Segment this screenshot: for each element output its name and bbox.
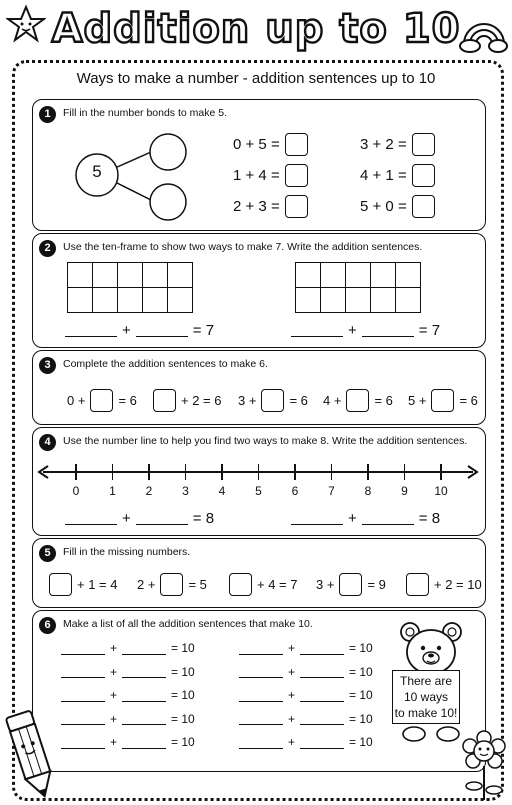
- number-line-tick: [185, 464, 187, 480]
- equals-ten: = 10: [349, 735, 373, 749]
- answer-box[interactable]: [412, 133, 435, 156]
- addition-sentence: + 2 = 10: [406, 573, 482, 596]
- answer-blank[interactable]: [65, 512, 117, 525]
- section-5: [32, 538, 486, 608]
- answer-box[interactable]: [412, 164, 435, 187]
- section-2: [32, 233, 486, 348]
- answer-blank[interactable]: [300, 689, 344, 702]
- addition-sentence: 3 + = 9: [316, 573, 386, 596]
- addition-sentence: 2 + = 5: [137, 573, 207, 596]
- number-line-label: 0: [72, 484, 80, 498]
- flower-icon: [458, 730, 510, 802]
- section-number: 1: [39, 106, 56, 123]
- section-instruction: Use the number line to help you find two ways to make 8. Write the addition sentences.: [63, 435, 468, 447]
- pencil-icon: [2, 706, 62, 802]
- plus-sign: +: [288, 641, 296, 655]
- number-line-label: 6: [291, 484, 299, 498]
- bear-feet: [400, 726, 462, 744]
- answer-box[interactable]: [285, 195, 308, 218]
- bond-sentence: 1 + 4 =: [233, 164, 308, 187]
- number-line-label: 3: [182, 484, 189, 498]
- answer-blank[interactable]: [300, 665, 344, 678]
- number-line-label: 1: [109, 484, 116, 498]
- answer-blank[interactable]: [239, 689, 283, 702]
- answer-blank[interactable]: [291, 324, 343, 337]
- plus-sign: +: [288, 735, 296, 749]
- answer-blank[interactable]: [122, 689, 166, 702]
- addition-sentence: + = 8: [291, 510, 440, 527]
- addition-sentence: [239, 665, 373, 679]
- bond-sentence: 5 + 0 =: [360, 195, 435, 218]
- plus-sign: +: [110, 664, 118, 679]
- answer-blank[interactable]: [362, 512, 414, 525]
- addition-sentence: [239, 735, 373, 749]
- answer-box[interactable]: [285, 164, 308, 187]
- answer-blank[interactable]: [136, 512, 188, 525]
- equals-ten: = 10: [171, 641, 195, 655]
- number-line-label: 4: [218, 484, 226, 498]
- addition-sentence: 4 + = 6: [323, 389, 393, 412]
- answer-box[interactable]: [339, 573, 362, 596]
- addition-sentence: 3 + = 6: [238, 389, 308, 412]
- addition-sentence: [239, 688, 373, 702]
- section-instruction: Fill in the number bonds to make 5.: [63, 107, 228, 119]
- answer-blank[interactable]: [61, 665, 105, 678]
- bear-sign: There are 10 ways to make 10!: [392, 670, 460, 724]
- page-title: Addition up to 10: [51, 6, 461, 52]
- number-line-tick: [404, 464, 406, 480]
- bond-sentence: 3 + 2 =: [360, 133, 435, 156]
- number-line-tick: [148, 464, 150, 480]
- plus-sign: +: [288, 711, 296, 726]
- section-instruction: Complete the addition sentences to make 6.: [63, 358, 268, 370]
- bond-whole-value: 5: [92, 162, 102, 181]
- number-line-label: 7: [328, 484, 335, 498]
- answer-box[interactable]: [285, 133, 308, 156]
- number-line-label: 5: [255, 484, 262, 498]
- addition-sentence: [61, 665, 195, 679]
- section-instruction: Make a list of all the addition sentences that make 10.: [63, 618, 313, 630]
- page-subtitle: Ways to make a number - addition sentences up to 10: [76, 70, 436, 87]
- addition-sentence: + = 8: [65, 510, 214, 527]
- number-line-tick: [367, 464, 369, 480]
- answer-blank[interactable]: [61, 712, 105, 725]
- answer-blank[interactable]: [122, 736, 166, 749]
- plus-sign: +: [288, 688, 296, 702]
- section-3: [32, 350, 486, 425]
- answer-blank[interactable]: [61, 689, 105, 702]
- number-line-tick: [331, 464, 333, 480]
- addition-sentence: [239, 641, 373, 655]
- arrow-left-icon: [37, 465, 49, 479]
- section-number: 2: [39, 240, 56, 257]
- equals-ten: = 10: [171, 711, 195, 726]
- section-4: [32, 427, 486, 536]
- number-line-tick: [221, 464, 223, 480]
- equals-ten: = 10: [349, 688, 373, 702]
- number-line-tick: [258, 464, 260, 480]
- section-number: 5: [39, 545, 56, 562]
- bond-sentence: 2 + 3 =: [233, 195, 308, 218]
- answer-blank[interactable]: [122, 642, 166, 655]
- answer-blank[interactable]: [122, 712, 166, 725]
- equals-ten: = 10: [171, 688, 195, 702]
- addition-sentence: + 4 = 7: [229, 573, 297, 596]
- number-line-label: 10: [434, 484, 448, 498]
- number-line-tick: [112, 464, 114, 480]
- equals-ten: = 10: [349, 641, 373, 655]
- answer-box[interactable]: [406, 573, 429, 596]
- number-line-tick: [75, 464, 77, 480]
- number-line-tick: [294, 464, 296, 480]
- plus-sign: +: [288, 664, 296, 679]
- section-1: [32, 99, 486, 231]
- ten-frame[interactable]: [295, 262, 421, 313]
- answer-blank[interactable]: [65, 324, 117, 337]
- equals-ten: = 10: [171, 664, 195, 679]
- equals-ten: = 10: [171, 735, 195, 749]
- equals-ten: = 10: [349, 711, 373, 726]
- answer-blank[interactable]: [300, 736, 344, 749]
- section-instruction: Use the ten-frame to show two ways to make 7. Write the addition sentences.: [63, 241, 423, 253]
- addition-sentence: 0 + = 6: [67, 389, 137, 412]
- answer-blank[interactable]: [239, 736, 283, 749]
- answer-box[interactable]: [90, 389, 113, 412]
- addition-sentence: [61, 712, 195, 726]
- addition-sentence: [239, 712, 373, 726]
- addition-sentence: + = 7: [65, 322, 214, 339]
- section-number: 3: [39, 357, 56, 374]
- answer-box[interactable]: [261, 389, 284, 412]
- answer-box[interactable]: [346, 389, 369, 412]
- number-line-label: 2: [145, 484, 153, 498]
- arrow-right-icon: [467, 465, 479, 479]
- answer-box[interactable]: [412, 195, 435, 218]
- answer-blank[interactable]: [239, 642, 283, 655]
- bond-sentence: 4 + 1 =: [360, 164, 435, 187]
- answer-blank[interactable]: [61, 736, 105, 749]
- answer-box[interactable]: [160, 573, 183, 596]
- answer-blank[interactable]: [239, 712, 283, 725]
- addition-sentence: + = 7: [291, 322, 440, 339]
- addition-sentence: [61, 688, 195, 702]
- plus-sign: +: [110, 688, 118, 702]
- addition-sentence: + 2 = 6: [153, 389, 221, 412]
- answer-blank[interactable]: [362, 324, 414, 337]
- number-line-label: 8: [364, 484, 372, 498]
- answer-blank[interactable]: [136, 324, 188, 337]
- addition-sentence: [61, 735, 195, 749]
- addition-sentence: + 1 = 4: [49, 573, 117, 596]
- answer-box[interactable]: [49, 573, 72, 596]
- answer-box[interactable]: [431, 389, 454, 412]
- addition-sentence: 5 + = 6: [408, 389, 478, 412]
- answer-blank[interactable]: [61, 642, 105, 655]
- answer-blank[interactable]: [300, 642, 344, 655]
- answer-box[interactable]: [229, 573, 252, 596]
- bond-sentence: 0 + 5 =: [233, 133, 308, 156]
- ten-frame[interactable]: [67, 262, 193, 313]
- answer-blank[interactable]: [300, 712, 344, 725]
- addition-sentence: [61, 641, 195, 655]
- section-number: 6: [39, 617, 56, 634]
- equals-ten: = 10: [349, 664, 373, 679]
- answer-blank[interactable]: [239, 665, 283, 678]
- answer-blank[interactable]: [291, 512, 343, 525]
- plus-sign: +: [110, 711, 118, 726]
- section-number: 4: [39, 434, 56, 451]
- plus-sign: +: [110, 641, 118, 655]
- answer-box[interactable]: [153, 389, 176, 412]
- plus-sign: +: [110, 735, 118, 749]
- number-line-label: 9: [401, 484, 408, 498]
- section-instruction: Fill in the missing numbers.: [63, 546, 191, 558]
- answer-blank[interactable]: [122, 665, 166, 678]
- number-line-tick: [440, 464, 442, 480]
